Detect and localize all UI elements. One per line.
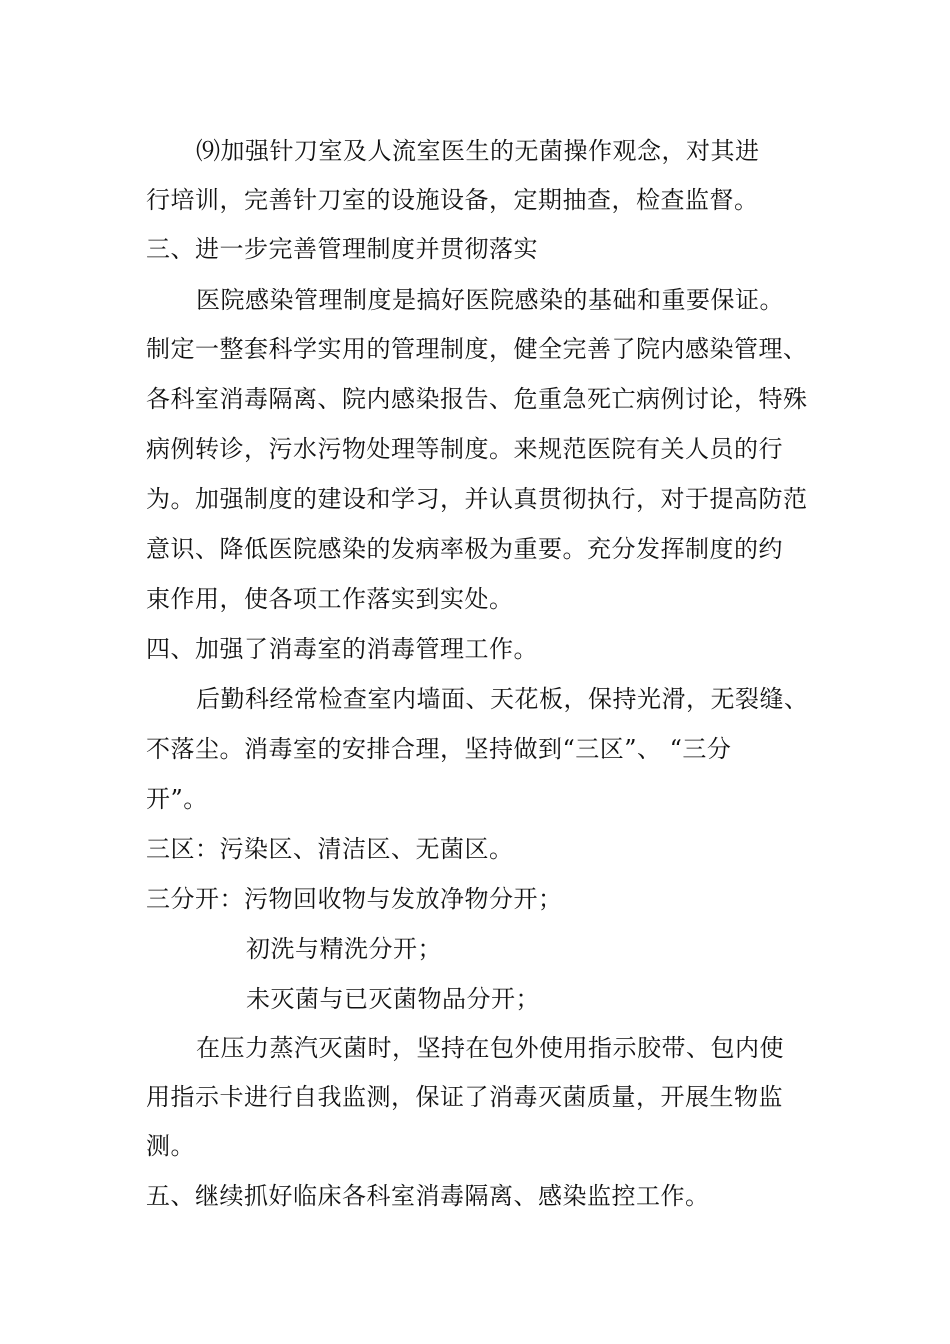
paragraph-line: 病例转诊，污水污物处理等制度。来规范医院有关人员的行 (146, 435, 783, 463)
paragraph-line: 开”。 (146, 785, 208, 813)
paragraph-line: 三区：污染区、清洁区、无菌区。 (146, 835, 514, 863)
paragraph-line: 用指示卡进行自我监测，保证了消毒灭菌质量，开展生物监 (146, 1083, 783, 1111)
section-heading-3: 三、进一步完善管理制度并贯彻落实 (146, 235, 538, 263)
paragraph-line: 为。加强制度的建设和学习，并认真贯彻执行，对于提高防范 (146, 485, 808, 513)
paragraph-line: ⑼加强针刀室及人流室医生的无菌操作观念，对其进 (196, 137, 760, 165)
paragraph-line: 初洗与精洗分开； (246, 935, 442, 963)
paragraph-line: 意识、降低医院感染的发病率极为重要。充分发挥制度的约 (146, 535, 783, 563)
paragraph-line: 未灭菌与已灭菌物品分开； (246, 985, 540, 1013)
section-heading-4: 四、加强了消毒室的消毒管理工作。 (146, 635, 538, 663)
paragraph-line: 各科室消毒隔离、院内感染报告、危重急死亡病例讨论，特殊 (146, 385, 808, 413)
paragraph-line: 医院感染管理制度是搞好医院感染的基础和重要保证。 (196, 286, 784, 314)
paragraph-line: 束作用，使各项工作落实到实处。 (146, 585, 514, 613)
paragraph-line: 制定一整套科学实用的管理制度，健全完善了院内感染管理、 (146, 335, 808, 363)
paragraph-line: 不落尘。消毒室的安排合理，坚持做到“三区”、 “三分 (146, 735, 732, 763)
paragraph-line: 行培训，完善针刀室的设施设备，定期抽查，检查监督。 (146, 186, 759, 214)
paragraph-line: 后勤科经常检查室内墙面、天花板，保持光滑，无裂缝、 (196, 685, 809, 713)
paragraph-line: 在压力蒸汽灭菌时，坚持在包外使用指示胶带、包内使 (196, 1034, 784, 1062)
paragraph-line: 测。 (146, 1132, 195, 1160)
paragraph-line: 三分开：污物回收物与发放净物分开； (146, 885, 563, 913)
section-heading-5: 五、继续抓好临床各科室消毒隔离、感染监控工作。 (146, 1182, 710, 1210)
